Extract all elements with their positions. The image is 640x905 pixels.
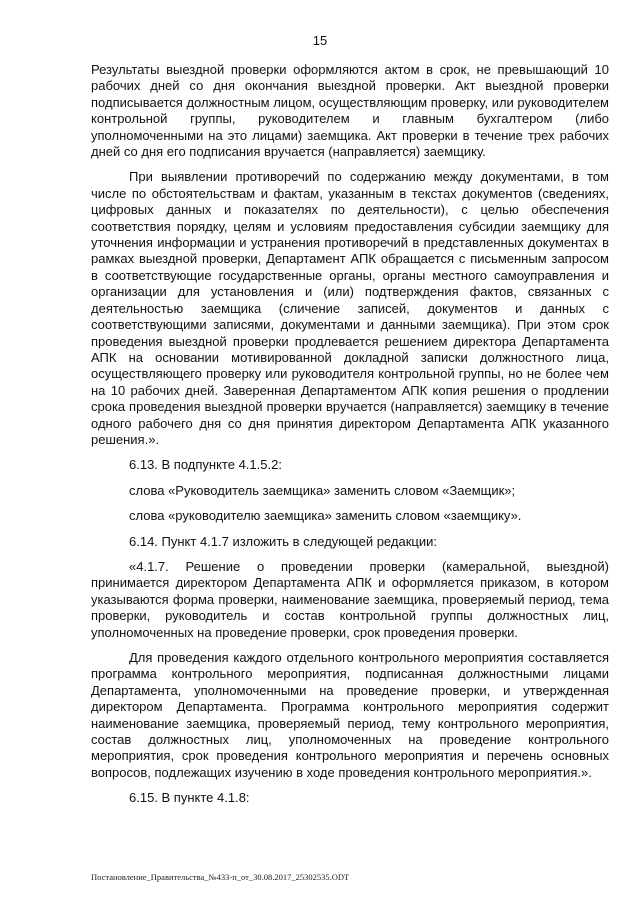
paragraph-7: «4.1.7. Решение о проведении проверки (камеральной, выездной) принимается директором Департамента АПК и оформляется приказом, в котором указываются форма проверки, наименование заемщика, проверяемый период, тема проверки, руководитель и состав контрольной группы должностных лиц, уполномоченных на проведение проверки, срок проведения проверки.: [91, 558, 609, 640]
paragraph-2: При выявлении противоречий по содержанию между документами, в том числе по обстоятельствам и фактам, указанным в текстах документов (сведениях, цифровых данных и показателях по деятельности), с целью обеспечения соответствия порядку, целям и условиям предоставления субсидии заемщику для уточнения информации и устранения противоречий в представленных документах в рамках выездной проверки, Департамент АПК обращается с письменным запросом в соответствующие государственные органы, органы местного самоуправления и организации для установления и (или) подтверждения фактов, связанных с деятельностью заемщика (сличение записей, документов и данных с соответствующими записями, документами и данными заемщика). При этом срок проведения выездной проверки продлевается решением директора Департамента АПК на основании мотивированной докладной записки должностного лица, осуществляющего проверку или руководителя контрольной группы, но не более чем на 10 рабочих дней. Заверенная Департаментом АПК копия решения о продлении срока проведения выездной проверки вручается (направляется) заемщику в течение одного рабочего дня со дня принятия директором Департамента АПК указанного решения.».: [91, 169, 609, 447]
paragraph-3: 6.13. В подпункте 4.1.5.2:: [129, 457, 282, 473]
paragraph-6: 6.14. Пункт 4.1.7 изложить в следующей редакции:: [129, 533, 437, 549]
paragraph-1: Результаты выездной проверки оформляются актом в срок, не превышающий 10 рабочих дней со дня окончания выездной проверки. Акт выездной проверки подписывается должностным лицом, осуществляющим проверку, или руководителем контрольной группы, руководителем и главным бухгалтером (либо уполномоченными на это лицами) заемщика. Акт проверки в течение трех рабочих дней со дня его подписания вручается (направляется) заемщику.: [91, 62, 609, 160]
paragraph-8: Для проведения каждого отдельного контрольного мероприятия составляется программа контрольного мероприятия, подписанная должностными лицами Департамента, уполномоченными на проведение проверки, и утвержденная директором Департамента. Программа контрольного мероприятия содержит наименование заемщика, проверяемый период, тему контрольного мероприятия, состав должностных лиц, уполномоченных на проведение контрольного мероприятия, срок проведения контрольного мероприятия и перечень основных вопросов, подлежащих изучению в ходе проведения контрольного мероприятия.».: [91, 650, 609, 780]
paragraph-4: слова «Руководитель заемщика» заменить словом «Заемщик»;: [129, 482, 516, 498]
paragraph-9: 6.15. В пункте 4.1.8:: [129, 790, 250, 806]
footer-filename: Постановление_Правительства_№433-п_от_30.08.2017_25302535.ODT: [91, 872, 350, 882]
paragraph-5: слова «руководителю заемщика» заменить словом «заемщику».: [129, 508, 522, 524]
document-body: [91, 62, 609, 816]
page-number: 15: [312, 33, 328, 48]
